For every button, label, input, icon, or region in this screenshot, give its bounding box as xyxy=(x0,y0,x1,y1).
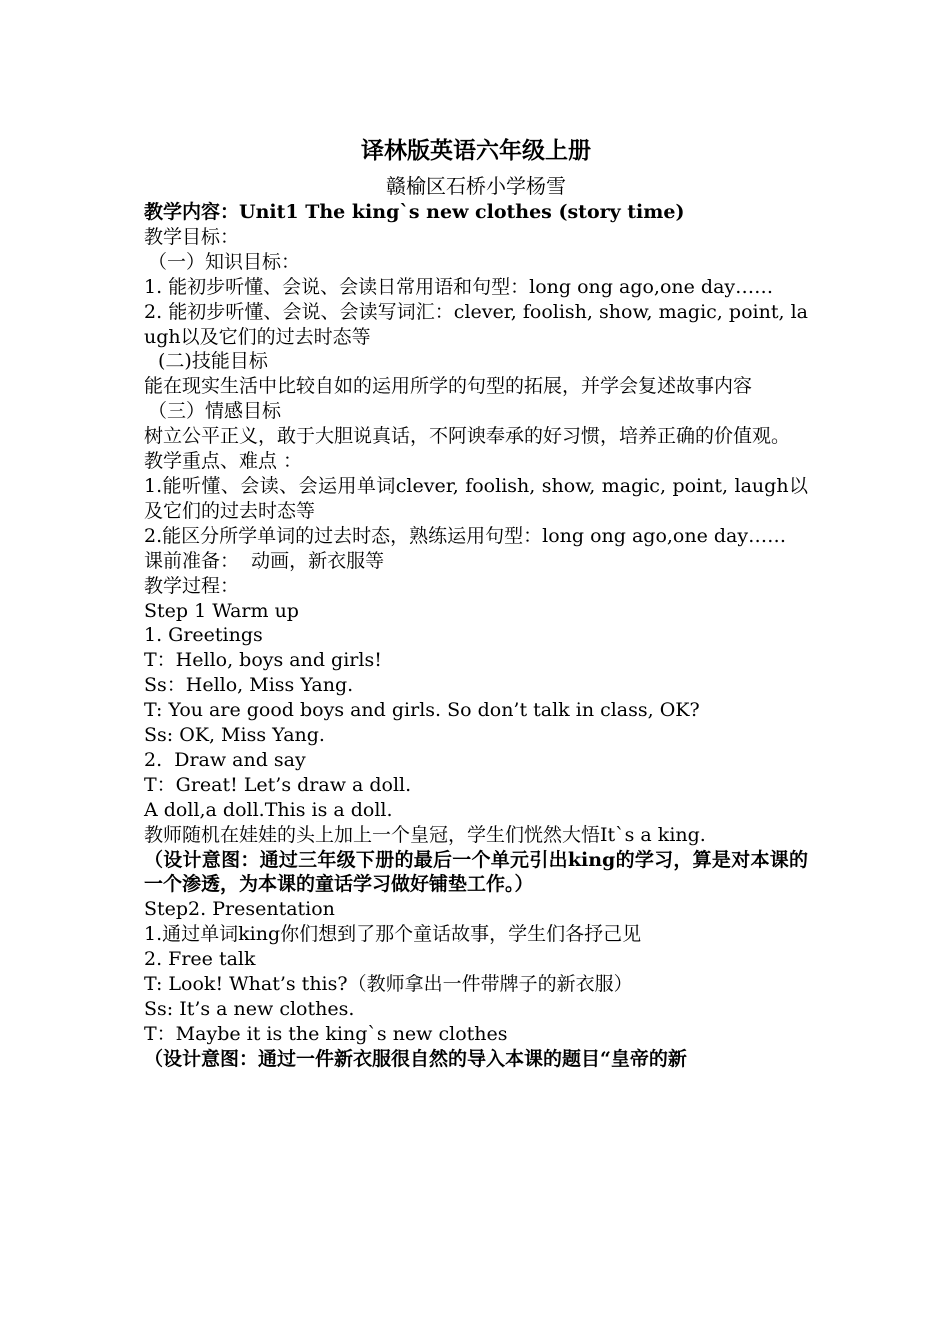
teaching-goals-heading: 教学目标： xyxy=(144,225,240,248)
skill-goal-text: 能在现实生活中比较自如的运用所学的句型的拓展，并学会复述故事内容 xyxy=(144,375,753,398)
key-point-2: 2.能区分所学单词的过去时态，熟练运用句型：long ong ago,one day…… xyxy=(144,524,787,547)
process-heading: 教学过程： xyxy=(144,574,240,597)
document-title: 译林版英语六年级上册 xyxy=(361,137,591,164)
step1-heading: Step 1 Warm up xyxy=(144,599,299,622)
key-points-heading: 教学重点、难点 ： xyxy=(144,450,303,473)
design-intent-2: （设计意图：通过一件新衣服很自然的导入本课的题目“皇帝的新 xyxy=(144,1047,687,1070)
dialogue-line: T：Hello, boys and girls! xyxy=(144,649,382,672)
design-intent-1: （设计意图：通过三年级下册的最后一个单元引出king的学习，算是对本课的一个渗透，为本课的童话学习做好铺垫工作。） xyxy=(144,848,808,896)
knowledge-goal-1: 1. 能初步听懂、会说、会读日常用语和句型：long ong ago,one day…… xyxy=(144,275,774,298)
presentation-item-1: 1.通过单词king你们想到了那个童话故事，学生们各抒己见 xyxy=(144,923,642,946)
document-body xyxy=(144,136,808,1072)
teaching-content-line: 教学内容：Unit1 The king`s new clothes (story time) xyxy=(144,201,685,223)
dialogue-line: A doll,a doll.This is a doll. xyxy=(144,798,393,821)
emotion-goal-text: 树立公平正义，敢于大胆说真话，不阿谀奉承的好习惯，培养正确的价值观。 xyxy=(144,425,791,448)
key-point-1: 1.能听懂、会读、会运用单词clever, foolish, show, magic, point, laugh以及它们的过去时态等 xyxy=(144,474,808,522)
author-line: 赣榆区石桥小学杨雪 xyxy=(386,174,566,198)
dialogue-line: T: You are good boys and girls. So don’t talk in class, OK? xyxy=(144,699,700,722)
knowledge-goal-2: 2. 能初步听懂、会说、会读写词汇：clever, foolish, show, magic, point, laugh以及它们的过去时态等 xyxy=(144,300,808,348)
skill-goal-heading: (二)技能目标 xyxy=(158,350,268,373)
step2-heading: Step2. Presentation xyxy=(144,898,335,921)
dialogue-line: Ss: OK, Miss Yang. xyxy=(144,724,325,747)
emotion-goal-heading: （三）情感目标 xyxy=(148,400,282,423)
dialogue-line: Ss：Hello, Miss Yang. xyxy=(144,674,354,697)
dialogue-line: Ss: It’s a new clothes. xyxy=(144,998,355,1020)
draw-and-say-heading: 2. Draw and say xyxy=(144,748,306,771)
preparation-line: 课前准备： 动画，新衣服等 xyxy=(144,549,385,572)
free-talk-heading: 2. Free talk xyxy=(144,948,256,971)
dialogue-line: T: Look! What’s this?（教师拿出一件带牌子的新衣服） xyxy=(144,973,633,996)
dialogue-line: T：Maybe it is the king`s new clothes xyxy=(144,1022,508,1045)
greetings-heading: 1. Greetings xyxy=(144,624,263,647)
teacher-action-line: 教师随机在娃娃的头上加上一个皇冠，学生们恍然大悟It`s a king. xyxy=(144,823,706,846)
knowledge-goal-heading: （一）知识目标： xyxy=(148,250,301,273)
dialogue-line: T：Great! Let’s draw a doll. xyxy=(144,773,412,796)
